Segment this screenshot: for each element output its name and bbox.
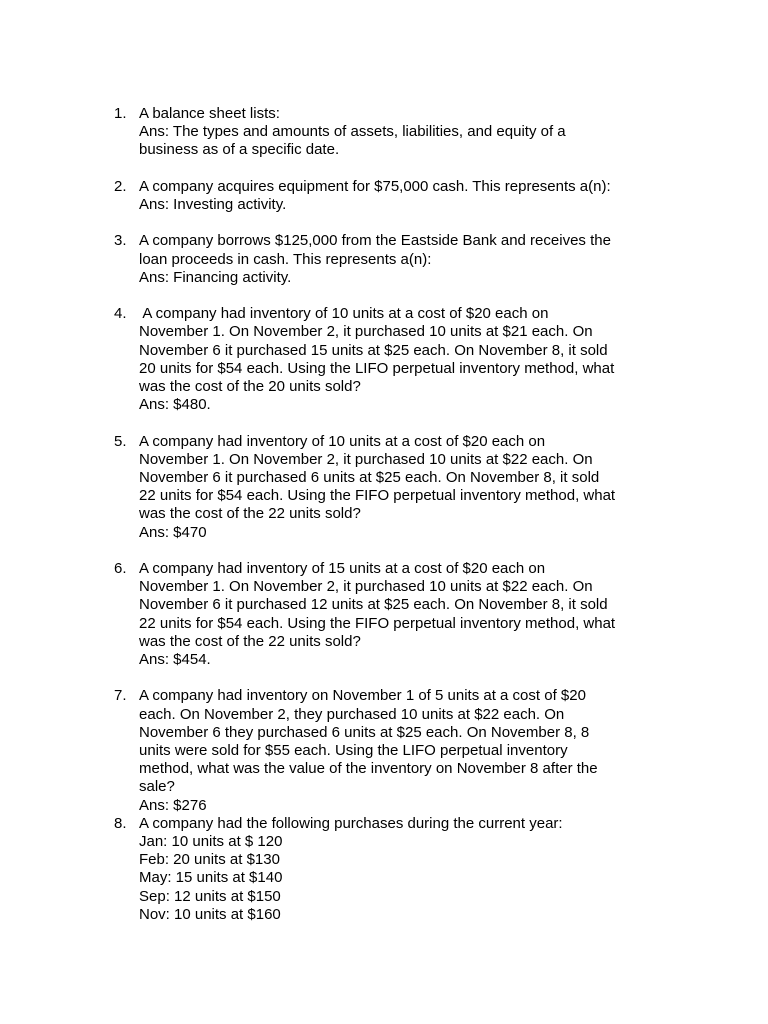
- question-item: [114, 178, 694, 214]
- question-line: November 6 it purchased 6 units at $25 each. On November 8, it sold: [139, 469, 600, 486]
- question-line: November 1. On November 2, it purchased 10 units at $21 each. On: [139, 323, 593, 341]
- question-number: 6.: [114, 560, 127, 577]
- question-number: 7.: [114, 687, 127, 705]
- question-text: [139, 687, 694, 814]
- question-line: A company had inventory of 15 units at a cost of $20 each on: [139, 560, 546, 577]
- question-item: [114, 232, 694, 287]
- question-line: A balance sheet lists:: [139, 105, 280, 122]
- answer-line: Ans: $454.: [139, 651, 211, 669]
- question-item: [114, 305, 694, 414]
- question-line: was the cost of the 22 units sold?: [139, 632, 361, 650]
- question-line: method, what was the value of the inventory on November 8 after the: [139, 760, 598, 778]
- question-text: [139, 433, 694, 542]
- purchase-line: May: 15 units at $140: [139, 869, 283, 887]
- answer-line: Ans: $470: [139, 523, 207, 541]
- question-line: A company acquires equipment for $75,000 cash. This represents a(n):: [139, 177, 611, 195]
- purchase-line: Jan: 10 units at $ 120: [139, 833, 283, 851]
- answer-line: business as of a specific date.: [139, 141, 340, 159]
- question-text: [139, 305, 694, 414]
- question-line: units were sold for $55 each. Using the LIFO perpetual inventory: [139, 742, 568, 760]
- answer-line: Ans: The types and amounts of assets, liabilities, and equity of a: [139, 123, 566, 141]
- question-number: 4.: [114, 305, 127, 323]
- question-line: November 1. On November 2, it purchased 10 units at $22 each. On: [139, 578, 593, 596]
- question-text: [139, 232, 694, 287]
- answer-line: Ans: Financing activity.: [139, 268, 292, 286]
- question-list: [114, 105, 694, 942]
- question-number: 3.: [114, 232, 127, 250]
- purchase-line: Sep: 12 units at $150: [139, 887, 281, 905]
- question-line: November 1. On November 2, it purchased 10 units at $22 each. On: [139, 450, 593, 468]
- question-item: [114, 815, 694, 924]
- question-line: November 6 they purchased 6 units at $25 each. On November 8, 8: [139, 723, 590, 741]
- question-item: [114, 105, 694, 160]
- question-line: A company had inventory of 10 units at a cost of $20 each on: [139, 305, 549, 323]
- question-number: 5.: [114, 432, 127, 450]
- question-line: each. On November 2, they purchased 10 units at $22 each. On: [139, 705, 565, 723]
- question-line: was the cost of the 22 units sold?: [139, 505, 361, 523]
- purchase-line: Nov: 10 units at $160: [139, 905, 281, 923]
- question-line: 22 units for $54 each. Using the FIFO perpetual inventory method, what: [139, 614, 616, 632]
- question-line: A company had the following purchases during the current year:: [139, 814, 563, 832]
- question-line: was the cost of the 20 units sold?: [139, 378, 361, 395]
- question-line: A company had inventory on November 1 of 5 units at a cost of $20: [139, 687, 586, 705]
- question-line: November 6 it purchased 12 units at $25 each. On November 8, it sold: [139, 596, 608, 614]
- answer-line: Ans: $480.: [139, 396, 211, 414]
- question-item: [114, 560, 694, 669]
- question-number: 8.: [114, 814, 127, 832]
- purchase-line: Feb: 20 units at $130: [139, 851, 280, 869]
- question-line: loan proceeds in cash. This represents a(n):: [139, 250, 432, 268]
- question-line: A company had inventory of 10 units at a cost of $20 each on: [139, 432, 546, 450]
- question-text: [139, 815, 694, 924]
- question-text: [139, 178, 694, 214]
- question-line: November 6 it purchased 15 units at $25 each. On November 8, it sold: [139, 341, 608, 359]
- question-item: [114, 687, 694, 814]
- question-text: [139, 105, 694, 160]
- question-line: sale?: [139, 778, 175, 796]
- question-line: A company borrows $125,000 from the Eastside Bank and receives the: [139, 232, 611, 250]
- answer-line: Ans: $276: [139, 796, 207, 814]
- question-line: 22 units for $54 each. Using the FIFO perpetual inventory method, what: [139, 487, 616, 505]
- question-text: [139, 560, 694, 669]
- answer-line: Ans: Investing activity.: [139, 196, 287, 213]
- question-number: 2.: [114, 177, 127, 195]
- question-number: 1.: [114, 105, 127, 122]
- question-line: 20 units for $54 each. Using the LIFO perpetual inventory method, what: [139, 359, 615, 377]
- question-item: [114, 433, 694, 542]
